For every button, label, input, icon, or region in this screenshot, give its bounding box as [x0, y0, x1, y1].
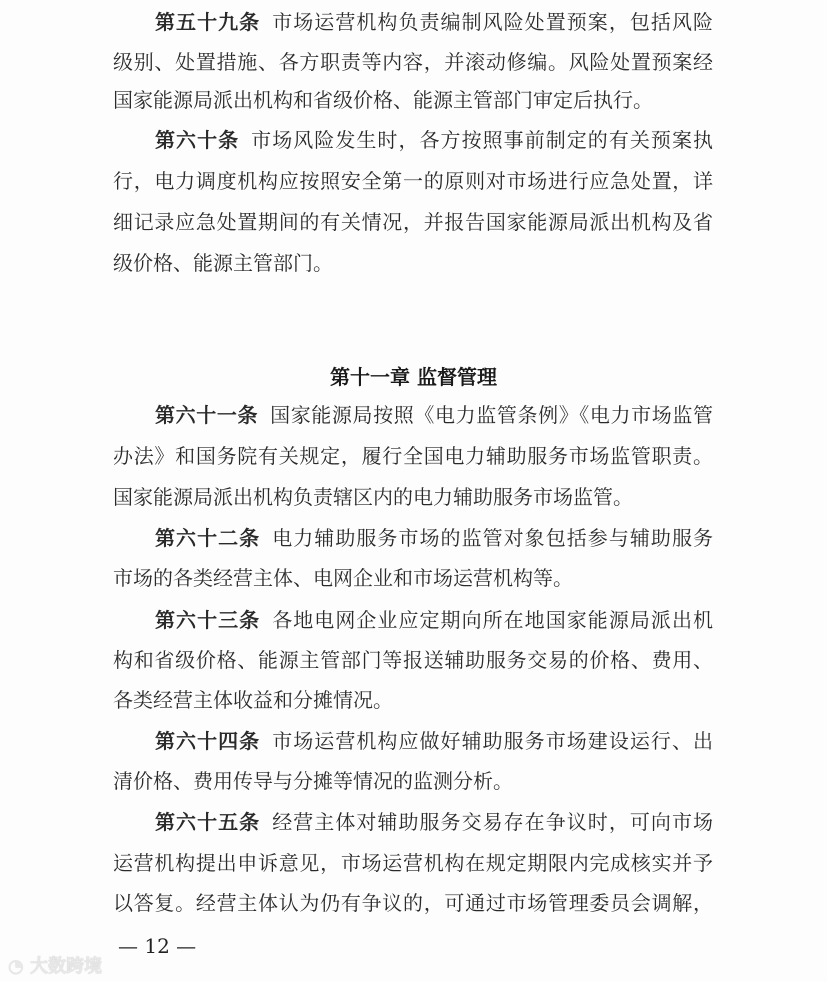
article-text: 市场运营机构应做好辅助服务市场建设运行、出 [272, 729, 714, 753]
article-line [113, 47, 713, 77]
article-line [155, 605, 713, 635]
article-label: 第六十四条 [155, 729, 261, 753]
article-line [113, 848, 713, 878]
article-line [113, 482, 713, 512]
article-line [155, 7, 713, 37]
article-line [113, 85, 713, 115]
article-text: 运营机构提出申诉意见，市场运营机构在规定期限内完成核实并予 [113, 851, 713, 875]
article-line [113, 888, 713, 918]
article-label: 第六十二条 [155, 526, 261, 550]
article-line [113, 645, 713, 675]
article-line [113, 248, 713, 278]
article-text: 级价格、能源主管部门。 [113, 251, 333, 275]
article-line [113, 685, 713, 715]
article-line [113, 441, 713, 471]
article-label: 第六十三条 [155, 608, 261, 632]
article-line [155, 125, 713, 155]
article-line [155, 400, 713, 430]
article-line [113, 207, 713, 237]
article-line [113, 563, 713, 593]
article-text: 市场风险发生时，各方按照事前制定的有关预案执 [251, 128, 714, 152]
chapter-title: 第十一章 监督管理 [330, 365, 497, 389]
article-line [113, 766, 713, 796]
article-text: 经营主体对辅助服务交易存在争议时，可向市场 [272, 810, 714, 834]
watermark-logo: ◔ 大数跨境 [8, 956, 102, 977]
article-text: 构和省级价格、能源主管部门等报送辅助服务交易的价格、费用、 [113, 648, 713, 672]
article-text: 市场运营机构负责编制风险处置预案，包括风险 [272, 10, 714, 34]
article-text: 各类经营主体收益和分摊情况。 [113, 688, 393, 712]
article-text: 清价格、费用传导与分摊等情况的监测分析。 [113, 769, 513, 793]
article-text: 国家能源局派出机构负责辖区内的电力辅助服务市场监管。 [113, 485, 633, 509]
article-text: 电力辅助服务市场的监管对象包括参与辅助服务 [272, 526, 714, 550]
article-text: 市场的各类经营主体、电网企业和市场运营机构等。 [113, 566, 573, 590]
article-label: 第六十一条 [155, 403, 259, 427]
article-text: 国家能源局按照《电力监管条例》《电力市场监管 [270, 403, 714, 427]
article-text: 级别、处置措施、各方职责等内容，并滚动修编。风险处置预案经 [113, 50, 713, 74]
article-text: 以答复。经营主体认为仍有争议的，可通过市场管理委员会调解， [113, 891, 713, 915]
page-number: — 12 — [118, 934, 197, 958]
article-line [113, 166, 713, 196]
article-line [155, 807, 713, 837]
article-text: 细记录应急处置期间的有关情况，并报告国家能源局派出机构及省 [113, 210, 713, 234]
article-label: 第六十条 [155, 128, 240, 152]
article-label: 第六十五条 [155, 810, 261, 834]
article-text: 行，电力调度机构应按照安全第一的原则对市场进行应急处置，详 [113, 169, 713, 193]
article-line [155, 726, 713, 756]
article-text: 国家能源局派出机构和省级价格、能源主管部门审定后执行。 [113, 88, 653, 112]
article-line [155, 523, 713, 553]
article-label: 第五十九条 [155, 10, 261, 34]
article-text: 各地电网企业应定期向所在地国家能源局派出机 [272, 608, 714, 632]
article-text: 办法》和国务院有关规定，履行全国电力辅助服务市场监管职责。 [113, 444, 713, 468]
